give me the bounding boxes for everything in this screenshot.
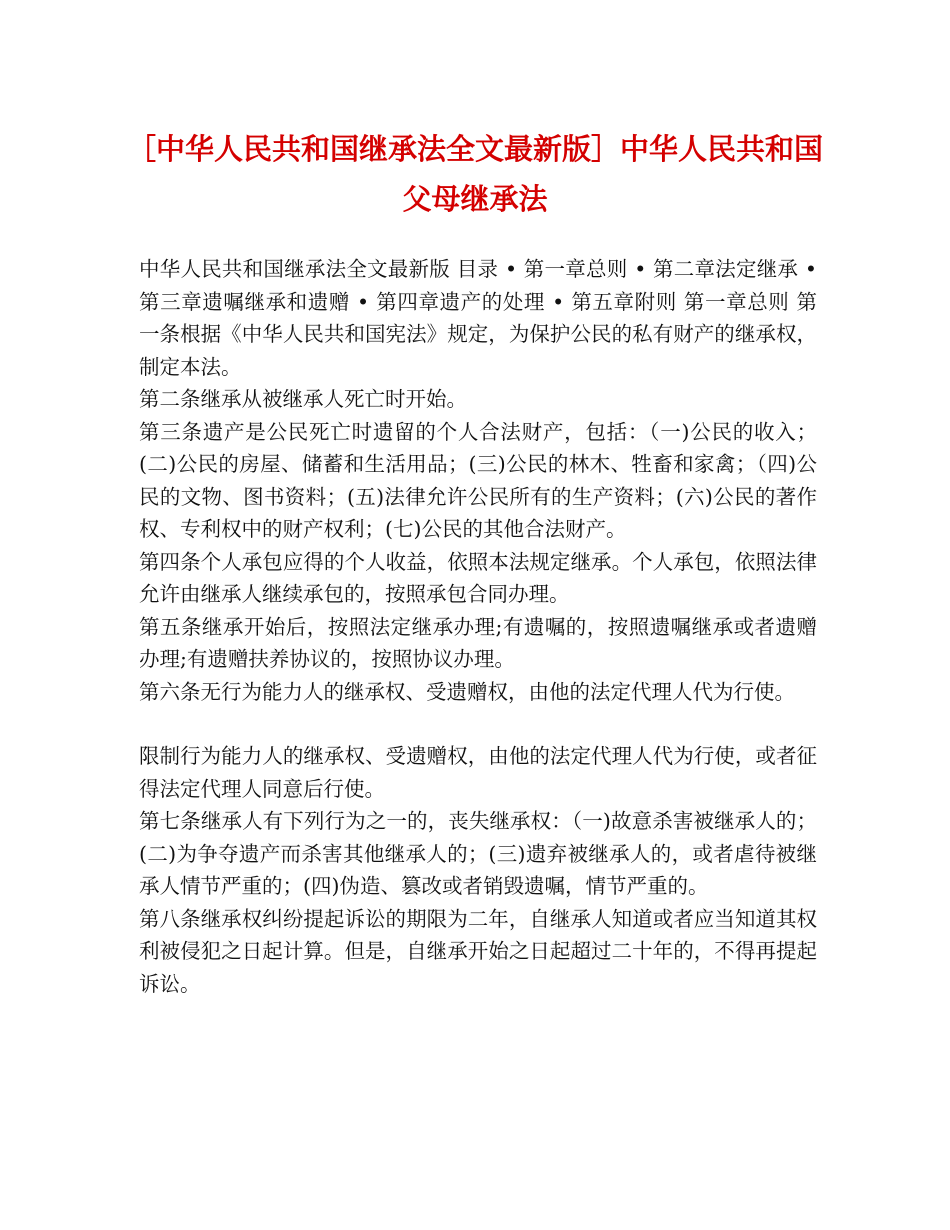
document-body [139,253,817,1000]
paragraph-article-8: 第八条继承权纠纷提起诉讼的期限为二年，自继承人知道或者应当知道其权利被侵犯之日起计算。但是，自继承开始之日起超过二十年的，不得再提起诉讼。 [139,906,817,996]
paragraph-article-3: 第三条遗产是公民死亡时遗留的个人合法财产，包括：（一)公民的收入；(二)公民的房屋、储蓄和生活用品；(三)公民的林木、牲畜和家禽；（四)公民的文物、图书资料；(五)法律允许公民所有的生产资料；(六)公民的著作权、专利权中的财产权利；(七)公民的其他合法财产。 [139,419,817,541]
paragraph-article-2: 第二条继承从被继承人死亡时开始。 [139,387,467,411]
paragraph-article-6-continued: 限制行为能力人的继承权、受遗赠权，由他的法定代理人代为行使，或者征得法定代理人同意后行使。 [139,744,817,801]
paragraph-article-7: 第七条继承人有下列行为之一的，丧失继承权：（一)故意杀害被继承人的；(二)为争夺遗产而杀害其他继承人的；(三)遗弃被继承人的，或者虐待被继承人情节严重的；(四)伪造、篡改或者销毁遗嘱，情节严重的。 [139,809,817,898]
paragraph-article-5: 第五条继承开始后，按照法定继承办理;有遗嘱的，按照遗嘱继承或者遗赠办理;有遗赠扶养协议的，按照协议办理。 [139,614,817,671]
document-title: ［中华人民共和国继承法全文最新版］中华人民共和国父母继承法 [126,132,823,216]
paragraph-table-of-contents-article-1: 中华人民共和国继承法全文最新版 目录 • 第一章总则 • 第二章法定继承 • 第三章遗嘱继承和遗赠 • 第四章遗产的处理 • 第五章附则 第一章总则 第一条根据《中华人民共和国宪法》规定，为保护公民的私有财产的继承权，制定本法。 [139,257,817,379]
paragraph-article-6: 第六条无行为能力人的继承权、受遗赠权，由他的法定代理人代为行使。 [139,679,795,704]
paragraph-article-4: 第四条个人承包应得的个人收益，依照本法规定继承。个人承包，依照法律允许由继承人继续承包的，按照承包合同办理。 [139,549,817,606]
